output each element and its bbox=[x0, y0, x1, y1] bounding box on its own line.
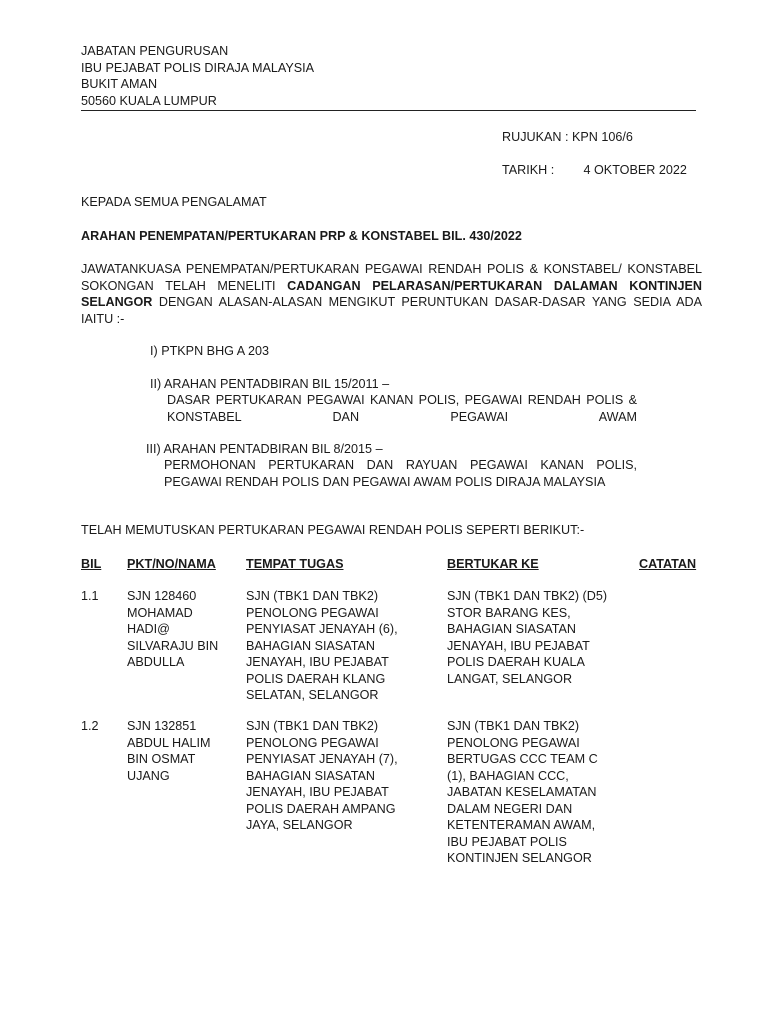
reference-number bbox=[502, 129, 633, 146]
row-pkt-no-nama: SJN 132851 ABDUL HALIM BIN OSMAT UJANG bbox=[127, 719, 211, 783]
column-header-pkt-no-nama: PKT/NO/NAMA bbox=[127, 557, 216, 571]
row-bertukar-ke: SJN (TBK1 DAN TBK2) (D5) STOR BARANG KES, BAHAGIAN SIASATAN JENAYAH, IBU PEJABAT POLIS DAERAH KUALA LANGAT, SELANGOR bbox=[447, 589, 608, 686]
reference-item-1: I) PTKPN BHG A 203 bbox=[150, 344, 269, 358]
intro-text-2: DENGAN ALASAN-ALASAN MENGIKUT PERUNTUKAN DASAR-DASAR YANG SEDIA ADA IAITU :- bbox=[81, 295, 702, 326]
salutation: KEPADA SEMUA PENGALAMAT bbox=[81, 195, 267, 209]
date-label: TARIKH : bbox=[502, 163, 555, 177]
row-pkt-no-nama: SJN 128460 MOHAMAD HADI@ SILVARAJU BIN ABDULLA bbox=[127, 589, 219, 669]
column-header-bertukar-ke: BERTUKAR KE bbox=[447, 557, 539, 571]
column-header-bil: BIL bbox=[81, 557, 102, 571]
decision-statement: TELAH MEMUTUSKAN PERTUKARAN PEGAWAI RENDAH POLIS SEPERTI BERIKUT:- bbox=[81, 523, 585, 537]
letter-date bbox=[502, 162, 687, 179]
letterhead-line-headquarters: IBU PEJABAT POLIS DIRAJA MALAYSIA bbox=[81, 60, 315, 75]
reference-value: KPN 106/6 bbox=[571, 130, 633, 144]
reference-item-3-body: PERMOHONAN PERTUKARAN DAN RAYUAN PEGAWAI KANAN POLIS, PEGAWAI RENDAH POLIS DAN PEGAWAI AWAM POLIS DIRAJA MALAYSIA bbox=[164, 458, 637, 489]
intro-bold-text: CADANGAN PELARASAN/PERTUKARAN DALAMAN KONTINJEN SELANGOR bbox=[81, 278, 702, 309]
reference-item-3-head: III) ARAHAN PENTADBIRAN BIL 8/2015 – bbox=[146, 442, 383, 456]
letterhead-line-location: BUKIT AMAN bbox=[81, 77, 158, 91]
reference-item-2-head: II) ARAHAN PENTADBIRAN BIL 15/2011 – bbox=[150, 377, 390, 391]
row-tempat-tugas: SJN (TBK1 DAN TBK2) PENOLONG PEGAWAI PENYIASAT JENAYAH (6), BAHAGIAN SIASATAN JENAYAH, IBU PEJABAT POLIS DAERAH KLANG SELATAN, SELANGOR bbox=[246, 589, 398, 702]
letterhead-line-postcode-city: 50560 KUALA LUMPUR bbox=[81, 93, 217, 108]
column-header-catatan: CATATAN bbox=[639, 557, 697, 571]
letterhead bbox=[81, 43, 696, 109]
reference-item-2-body: DASAR PERTUKARAN PEGAWAI KANAN POLIS, PEGAWAI RENDAH POLIS & KONSTABEL DAN PEGAWAI AWAM bbox=[167, 393, 637, 424]
letterhead-line-department: JABATAN PENGURUSAN bbox=[81, 44, 229, 58]
letterhead-divider bbox=[81, 110, 696, 111]
row-bil: 1.2 bbox=[81, 719, 99, 733]
intro-paragraph bbox=[81, 261, 702, 327]
date-value: 4 OKTOBER 2022 bbox=[583, 163, 687, 177]
row-bil: 1.1 bbox=[81, 589, 99, 603]
reference-label: RUJUKAN : bbox=[502, 130, 569, 144]
row-bertukar-ke: SJN (TBK1 DAN TBK2) PENOLONG PEGAWAI BERTUGAS CCC TEAM C (1), BAHAGIAN CCC, JABATAN KESELAMATAN DALAM NEGERI DAN KETENTERAMAN AWAM, IBU PEJABAT POLIS KONTINJEN SELANGOR bbox=[447, 719, 598, 865]
letter-title: ARAHAN PENEMPATAN/PERTUKARAN PRP & KONSTABEL BIL. 430/2022 bbox=[81, 229, 522, 243]
intro-text-1: JAWATANKUASA PENEMPATAN/PERTUKARAN PEGAWAI RENDAH POLIS & KONSTABEL/ KONSTABEL SOKONGAN TELAH MENELITI bbox=[81, 262, 702, 293]
column-header-tempat-tugas: TEMPAT TUGAS bbox=[246, 557, 344, 571]
row-tempat-tugas: SJN (TBK1 DAN TBK2) PENOLONG PEGAWAI PENYIASAT JENAYAH (7), BAHAGIAN SIASATAN JENAYAH, IBU PEJABAT POLIS DAERAH AMPANG JAYA, SELANGOR bbox=[246, 719, 398, 832]
